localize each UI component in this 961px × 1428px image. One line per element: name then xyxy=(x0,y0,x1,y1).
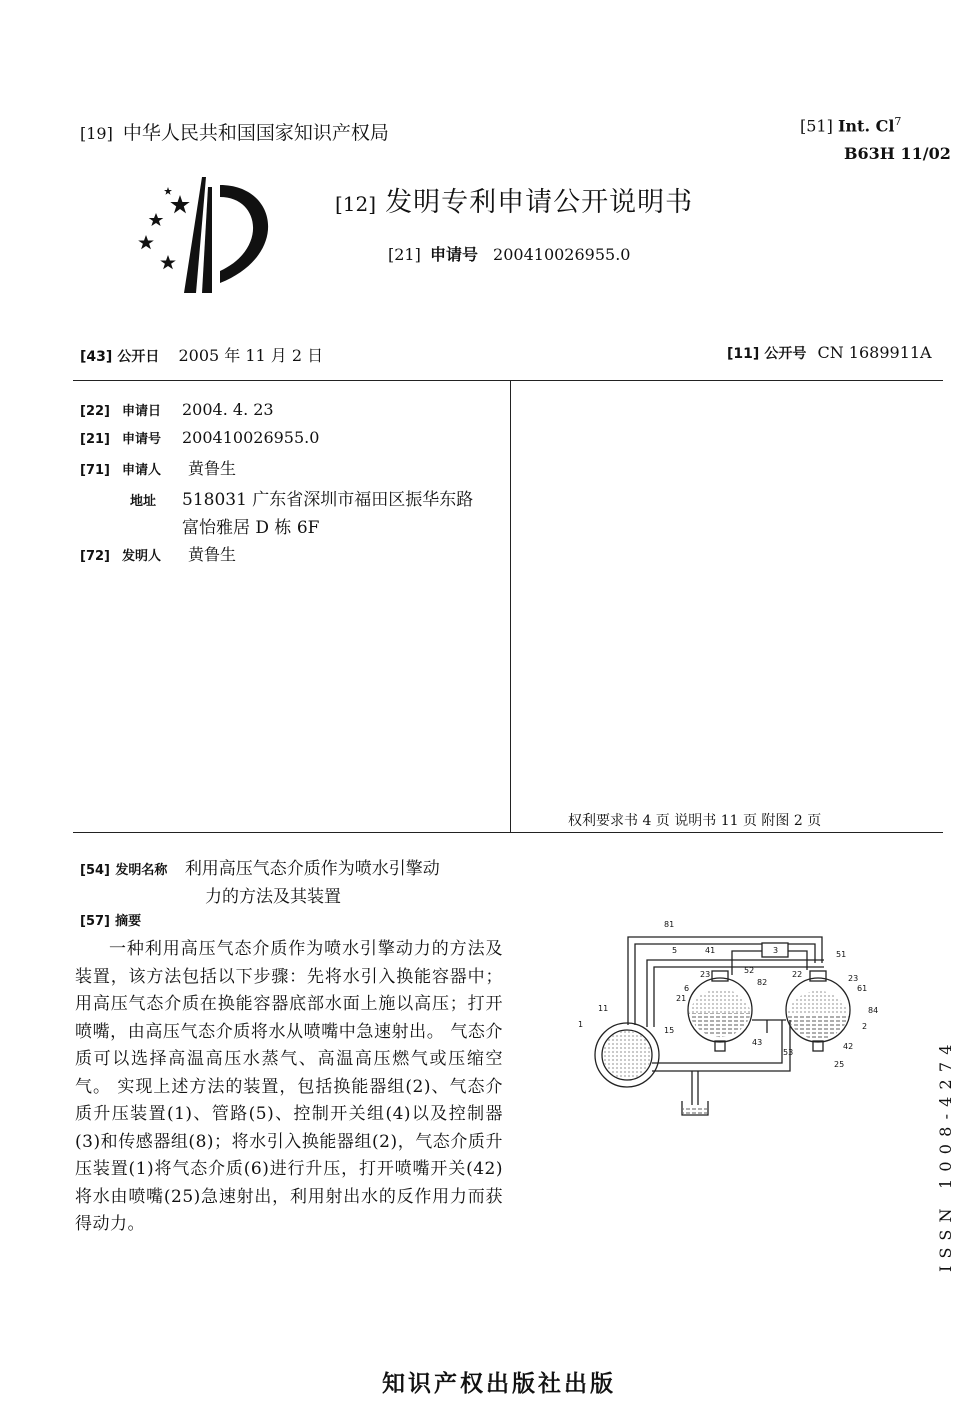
filing-date-label: 申请日 xyxy=(122,404,162,419)
fig-label: 53 xyxy=(783,1048,794,1057)
address-row xyxy=(80,485,473,510)
title-line2: 力的方法及其装置 xyxy=(205,887,341,907)
top-divider xyxy=(73,380,943,381)
abstract-code: [57] xyxy=(80,914,110,929)
int-cl-label: Int. Cl xyxy=(837,116,895,136)
pub-no-label: 公开号 xyxy=(764,346,807,362)
fig-label: 23 xyxy=(848,974,859,983)
title-code: [54] xyxy=(80,863,110,878)
address-line2: 富怡雅居 D 栋 6F xyxy=(182,518,320,538)
inventor-label: 发明人 xyxy=(122,549,162,564)
app-no-row xyxy=(80,428,319,447)
publisher: 知识产权出版社出版 xyxy=(382,1371,616,1397)
fig-label: 11 xyxy=(598,1004,609,1013)
fig-label: 23 xyxy=(700,970,711,979)
pub-date-value: 2005 年 11 月 2 日 xyxy=(178,346,324,365)
doc-type: 发明专利申请公开说明书 xyxy=(385,187,694,218)
fig-label: 3 xyxy=(773,946,779,955)
logo-stroke-left xyxy=(184,177,206,293)
fig-label: 41 xyxy=(705,946,716,955)
pub-date-code: [43] xyxy=(80,349,113,365)
sipo-logo xyxy=(128,175,288,295)
inventor-value: 黄鲁生 xyxy=(188,545,237,564)
app-no-value: 200410026955.0 xyxy=(182,428,320,447)
fig-label: 2 xyxy=(862,1022,868,1031)
inlet-water xyxy=(683,1108,707,1114)
fig-label: 51 xyxy=(836,950,847,959)
fig-label: 1 xyxy=(578,1020,584,1029)
fig-label: 82 xyxy=(757,978,768,987)
left-tank-gas xyxy=(689,989,751,1013)
address-row-2 xyxy=(182,513,319,538)
app-no-code: [21] xyxy=(80,432,110,447)
office-name: 中华人民共和国国家知识产权局 xyxy=(122,122,389,144)
office-code: [19] xyxy=(80,124,113,143)
header-app-no-label: 申请号 xyxy=(429,245,478,264)
header-app-no-value: 200410026955.0 xyxy=(493,245,631,264)
pub-no-code: [11] xyxy=(727,346,760,362)
int-cl-sup: 7 xyxy=(894,115,902,128)
right-tank-water xyxy=(787,1015,849,1039)
header-app-no xyxy=(388,242,630,265)
star-icon xyxy=(149,213,164,226)
doc-type-code: [12] xyxy=(335,192,377,216)
address-label: 地址 xyxy=(130,494,157,509)
star-icon xyxy=(138,235,154,249)
pages-info: 权利要求书 4 页 说明书 11 页 附图 2 页 xyxy=(568,813,822,829)
star-icon xyxy=(160,255,176,269)
title-row xyxy=(80,854,440,879)
inventor-row xyxy=(80,542,236,565)
int-cl-value: B63H 11/02 xyxy=(844,144,951,163)
mid-divider xyxy=(73,832,943,833)
filing-date-row xyxy=(80,400,274,419)
applicant-label: 申请人 xyxy=(122,463,162,478)
fig-label: 61 xyxy=(857,984,868,993)
inventor-code: [72] xyxy=(80,549,110,564)
fig-label: 81 xyxy=(664,920,675,929)
header-app-no-code: [21] xyxy=(388,245,421,264)
pub-no-line xyxy=(727,343,932,363)
column-divider xyxy=(510,380,511,833)
device-figure xyxy=(572,915,882,1125)
abstract-text: 一种利用高压气态介质作为喷水引擎动力的方法及装置，该方法包括以下步骤：先将水引入换能容器中；用高压气态介质在换能容器底部水面上施以高压；打开喷嘴，由高压气态介质将水从喷嘴中急速射出。 气态介质可以选择高温高压水蒸气、高温高压燃气或压缩空气。 实现上述方法的装置，包括换能器组(2)、气态介质升压装置(1)、管路(5)、控制开关组(4)以及控制器(3)和传感器组(8)；将水引入换能器组(2)，气态介质升压装置(1)将气态介质(6)进行升压，打开喷嘴开关(42)将水由喷嘴(25)急速射出，利用射出水的反作用力而获得动力。 xyxy=(75,939,503,1234)
fig-label: 42 xyxy=(843,1042,854,1051)
fig-label: 5 xyxy=(672,946,678,955)
pub-date-label: 公开日 xyxy=(117,349,160,365)
doc-type-line xyxy=(335,180,693,219)
issn-side-code xyxy=(928,982,961,1272)
fig-label: 6 xyxy=(684,984,690,993)
fig-label: 21 xyxy=(676,994,687,1003)
applicant-code: [71] xyxy=(80,463,110,478)
fig-label: 25 xyxy=(834,1060,845,1069)
fig-label: 52 xyxy=(744,966,755,975)
fig-label: 15 xyxy=(664,1026,675,1035)
pub-no-value: CN 1689911A xyxy=(817,343,932,362)
applicant-value: 黄鲁生 xyxy=(188,459,237,478)
filing-date-value: 2004. 4. 23 xyxy=(182,400,274,419)
logo-arc xyxy=(220,185,268,283)
abstract-heading xyxy=(80,910,141,929)
issn-text: ISSN 1008-4274 xyxy=(936,1037,955,1272)
star-icon xyxy=(170,195,189,213)
title-line1: 利用高压气态介质作为喷水引擎动 xyxy=(184,859,440,879)
fig-label: 22 xyxy=(792,970,803,979)
fig-label: 43 xyxy=(752,1038,763,1047)
office-line xyxy=(80,118,389,145)
right-tank-gas xyxy=(787,991,849,1015)
filing-date-code: [22] xyxy=(80,404,110,419)
applicant-row xyxy=(80,456,236,479)
int-cl xyxy=(800,115,901,135)
address-line1: 518031 广东省深圳市福田区振华东路 xyxy=(182,490,474,510)
fig-label: 84 xyxy=(868,1006,879,1015)
abstract-label: 摘要 xyxy=(115,914,142,929)
pub-date-line xyxy=(80,343,323,366)
title-label: 发明名称 xyxy=(115,863,168,878)
star-icon xyxy=(164,187,172,195)
booster-core xyxy=(603,1031,651,1079)
app-no-label: 申请号 xyxy=(122,432,162,447)
int-cl-code: [51] xyxy=(800,116,833,136)
